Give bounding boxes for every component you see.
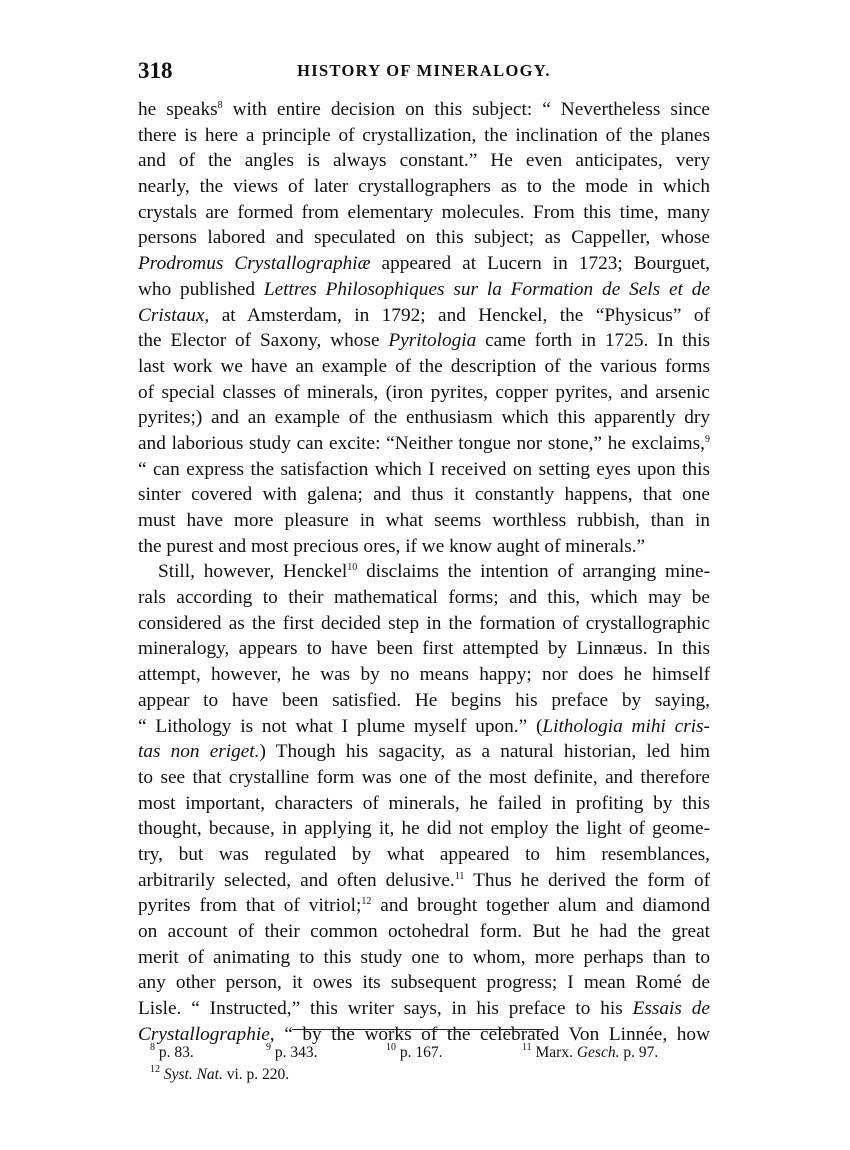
footnote-11: $^{11}$ Marx. Gesch. p. 97.: [522, 1042, 659, 1061]
footnote-row: [150, 1066, 710, 1088]
text-line: try, but was regulated by what appeared to him resemblances,: [138, 843, 710, 865]
footnote-ref: 8: [217, 100, 223, 111]
text-line: attempt, however, he was by no means happy; nor does he himself: [138, 664, 710, 686]
text-line: Prodromus Crystallographiæ appeared at Lucern in 1723; Bourguet,: [138, 253, 711, 275]
footnote-ref: 11: [454, 870, 465, 882]
footnote-ref: 10: [347, 562, 358, 574]
text-line: must have more pleasure in what seems worthless rubbish, than in: [138, 510, 710, 531]
text-line: and of the angles is always constant.” He even anticipates, very: [138, 150, 710, 172]
text-line: sinter covered with galena; and thus it constantly happens, that one: [138, 484, 710, 506]
footnotes: [150, 1044, 710, 1088]
text-line: last work we have an example of the description of the various forms: [138, 355, 710, 377]
text-line: who published Lettres Philosophiques sur la Formation de Sels et de: [138, 278, 710, 300]
text-line: Still, however, Henckel$^{10}$ disclaims the intention of arranging mine-: [158, 561, 710, 583]
text-line: thought, because, in applying it, he did not employ the light of geome-: [138, 818, 710, 840]
text-line: the purest and most precious ores, if we know aught of minerals.”: [138, 535, 646, 557]
text-line: of special classes of minerals, (iron pyrites, copper pyrites, and arsenic: [138, 381, 710, 403]
text-line: on account of their common octohedral form. But he had the great: [138, 921, 710, 942]
footnote-ref: 12: [361, 896, 372, 908]
text-line: merit of animating to this study one to whom, more perhaps than to: [138, 946, 710, 968]
text-line: crystals are formed from elementary molecules. From this time, many: [138, 201, 710, 223]
text-line: most important, characters of minerals, he failed in profiting by this: [138, 792, 710, 814]
footnote-9: $^9$ p. 343.: [266, 1042, 318, 1061]
page-header: [138, 58, 710, 86]
text-line: rals according to their mathematical forms; and this, which may be: [138, 587, 710, 609]
footnote-10: $^{10}$ p. 167.: [386, 1042, 443, 1061]
text-line: the Elector of Saxony, whose Pyritologia came forth in 1725. In this: [138, 330, 710, 352]
text-line: appear to have been satisfied. He begins his preface by saying,: [138, 689, 710, 711]
text-line: considered as the first decided step in the formation of crystallographic: [138, 612, 710, 634]
text-line: pyrites;) and an example of the enthusiasm which this apparently dry: [138, 407, 710, 429]
text-line: and laborious study can excite: “Neither tongue nor stone,” he exclaims,$^9$: [138, 432, 710, 454]
footnote-12: $^{12}$ Syst. Nat. vi. p. 220.: [150, 1064, 290, 1083]
text-line: nearly, the views of later crystallographers as to the mode in which: [138, 176, 710, 198]
text-line: pyrites from that of vitriol;$^{12}$ and brought together alum and diamond: [138, 895, 710, 917]
text-line: there is here a principle of crystallization, the inclination of the planes: [138, 124, 710, 146]
text-line: to see that crystalline form was one of the most definite, and therefore: [138, 766, 710, 788]
text-line: Lisle. “ Instructed,” this writer says, in his preface to his Essais de: [138, 998, 710, 1020]
text-line: any other person, it owes its subsequent progress; I mean Romé de: [138, 972, 710, 994]
text-line: tas non eriget.) Though his sagacity, as a natural historian, led him: [138, 741, 710, 763]
running-title: HISTORY OF MINERALOGY.: [297, 61, 551, 80]
text-line: he speaks$^8$ with entire decision on this subject: “ Nevertheless since: [138, 99, 710, 120]
footnote-row: [150, 1044, 710, 1066]
text-line: Cristaux, at Amsterdam, in 1792; and Henckel, the “Physicus” of: [138, 304, 710, 326]
text-line: Crystallographie, “ by the works of the celebrated Von Linnée, how: [138, 1023, 710, 1045]
text-line: arbitrarily selected, and often delusive.$^{11}$ Thus he derived the form of: [138, 869, 710, 891]
text-line: “ Lithology is not what I plume myself upon.” (Lithologia mihi cris-: [138, 715, 710, 737]
page-number: 318: [138, 58, 173, 83]
text-line: persons labored and speculated on this subject; as Cappeller, whose: [138, 227, 710, 249]
footnote-ref: 9: [705, 433, 710, 445]
text-line: “ can express the satisfaction which I received on setting eyes upon this: [138, 458, 710, 480]
footnote-8: $^8$ p. 83.: [150, 1042, 194, 1061]
text-line: mineralogy, appears to have been first attempted by Linnæus. In this: [138, 638, 710, 660]
body-text: [138, 97, 710, 1047]
footnote-divider: [292, 1029, 544, 1030]
